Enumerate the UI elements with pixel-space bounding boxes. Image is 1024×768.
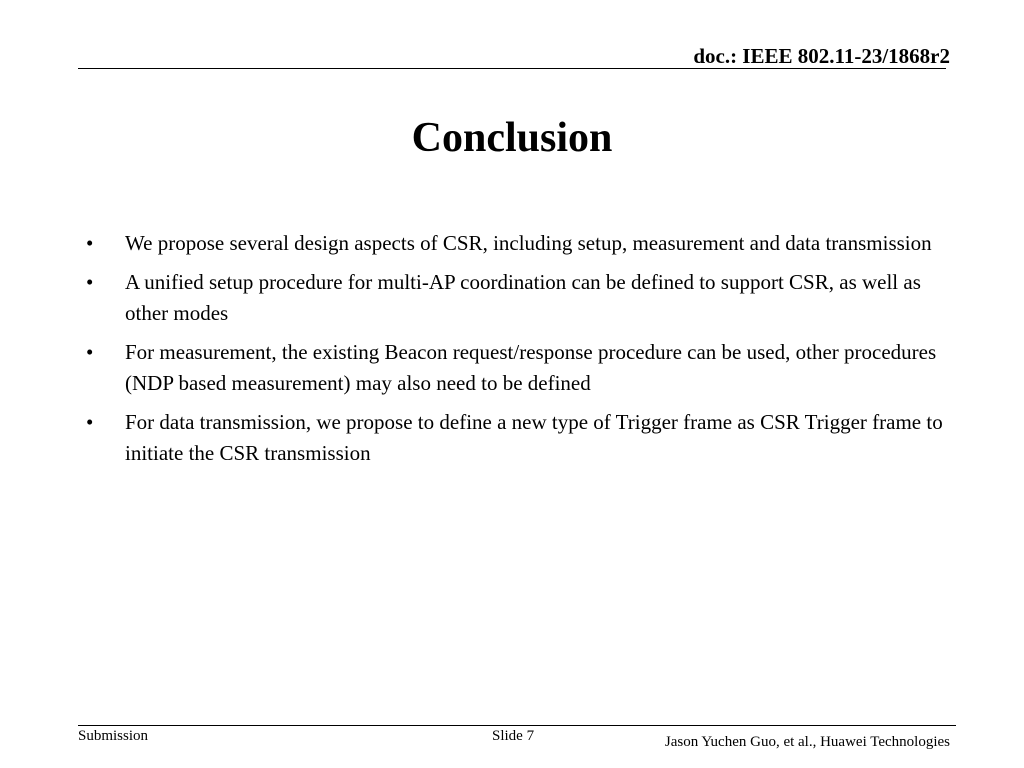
bullet-item bbox=[86, 228, 956, 259]
bullet-marker: • bbox=[86, 410, 94, 434]
header-rule bbox=[78, 68, 946, 69]
slide-number: Slide 7 bbox=[492, 728, 535, 744]
footer-rule bbox=[78, 725, 956, 726]
footer-authors: Jason Yuchen Guo, et al., Huawei Technologies bbox=[664, 734, 950, 750]
bullet-text: We propose several design aspects of CSR, including setup, measurement and data transmission bbox=[125, 231, 932, 255]
bullet-marker: • bbox=[86, 231, 94, 255]
bullet-marker: • bbox=[86, 340, 94, 364]
bullet-text: A unified setup procedure for multi-AP coordination can be defined to support CSR, as well as other modes bbox=[125, 270, 921, 325]
bullet-item bbox=[86, 337, 956, 399]
slide-title: Conclusion bbox=[411, 115, 613, 161]
bullet-list bbox=[86, 228, 956, 477]
bullet-marker: • bbox=[86, 270, 94, 294]
bullet-text: For measurement, the existing Beacon request/response procedure can be used, other procedures (NDP based measurement) may also need to be defined bbox=[125, 340, 937, 395]
bullet-item bbox=[86, 267, 956, 329]
footer-submission: Submission bbox=[78, 728, 149, 744]
document-id: doc.: IEEE 802.11-23/1868r2 bbox=[693, 44, 950, 68]
bullet-text: For data transmission, we propose to define a new type of Trigger frame as CSR Trigger frame to initiate the CSR transmission bbox=[125, 410, 943, 465]
bullet-item bbox=[86, 407, 956, 469]
